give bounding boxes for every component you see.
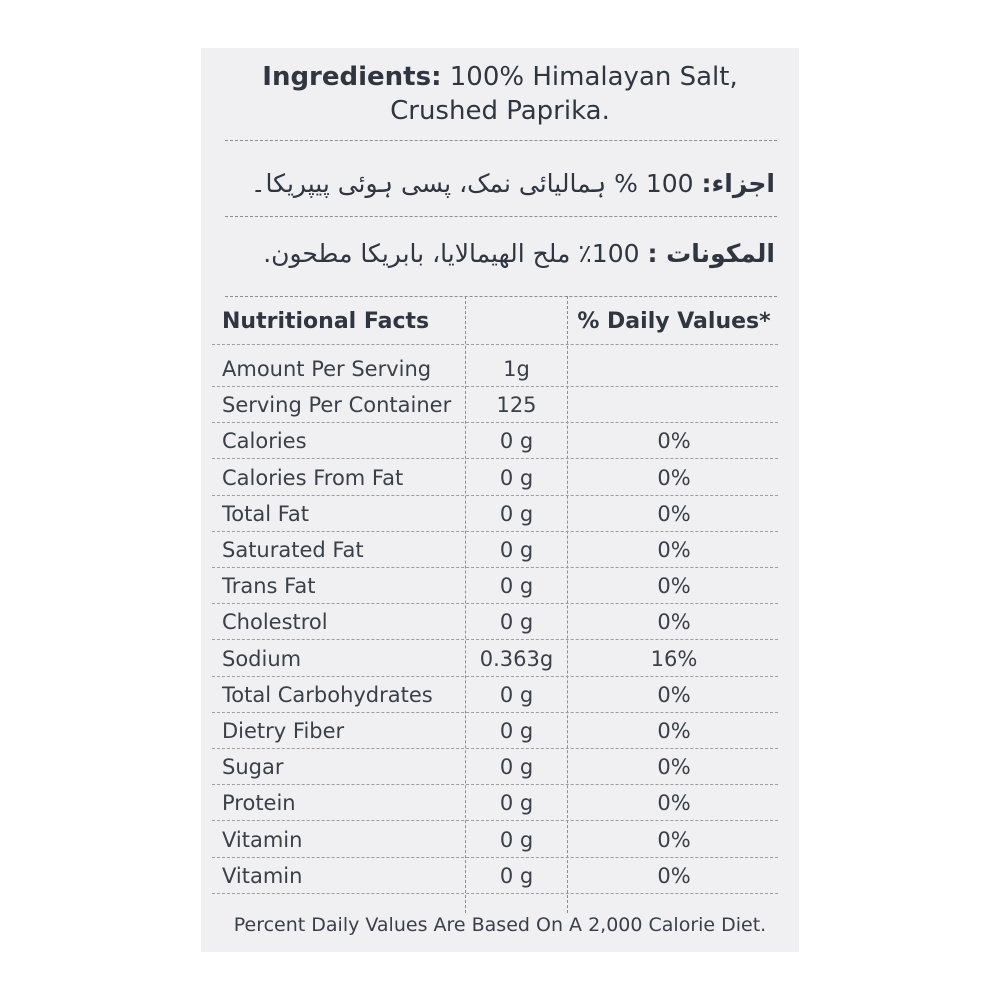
row-divider <box>212 458 778 459</box>
nutrient-amount: 0 g <box>499 574 534 598</box>
row-divider <box>212 820 778 821</box>
nutrient-daily-value: 0% <box>657 574 691 598</box>
nutrient-daily-value: 0% <box>657 429 691 453</box>
header-daily-values: % Daily Values* <box>577 309 771 334</box>
ingredients-english <box>201 60 799 128</box>
nutrient-name: Calories <box>222 429 307 453</box>
footer-note: Percent Daily Values Are Based On A 2,000 Calorie Diet. <box>233 914 767 936</box>
nutrient-name: Trans Fat <box>222 574 316 598</box>
nutrient-daily-value: 0% <box>657 502 691 526</box>
nutrient-amount: 125 <box>496 393 537 417</box>
ingredients-line1: 100% Himalayan Salt, <box>449 62 738 92</box>
nutrition-label <box>201 48 799 952</box>
nutrient-name: Dietry Fiber <box>222 719 345 743</box>
arabic-text: 100٪ ملح الهيمالايا، بابريكا مطحون. <box>263 239 640 268</box>
nutrient-name: Sugar <box>222 755 284 779</box>
ingredients-label: Ingredients: <box>262 62 442 92</box>
nutrient-name: Protein <box>222 791 296 815</box>
nutrient-name: Total Fat <box>222 502 309 526</box>
urdu-label: اجزاء: <box>701 169 775 198</box>
nutrient-daily-value: 0% <box>657 864 691 888</box>
nutrient-amount: 0 g <box>499 502 534 526</box>
header-amount <box>466 298 567 346</box>
nutrient-daily-value: 0% <box>657 828 691 852</box>
row-divider <box>212 639 778 640</box>
nutrient-daily-value: 0% <box>657 466 691 490</box>
divider <box>225 140 777 141</box>
nutrient-amount: 0 g <box>499 828 534 852</box>
nutrient-amount: 0 g <box>499 791 534 815</box>
nutrient-name: Cholestrol <box>222 610 328 634</box>
nutrient-amount: 1g <box>503 357 530 381</box>
nutrient-amount: 0 g <box>499 538 534 562</box>
nutrient-daily-value: 0% <box>657 683 691 707</box>
nutrient-daily-value: 0% <box>657 791 691 815</box>
ingredients-urdu <box>201 166 775 202</box>
urdu-text: 100 % ہمالیائی نمک، پسی ہوئی پیپریکا۔ <box>250 169 694 198</box>
divider <box>225 296 777 297</box>
nutrient-daily-value <box>569 351 779 387</box>
nutrient-amount: 0 g <box>499 466 534 490</box>
nutrient-name: Vitamin <box>222 828 303 852</box>
nutrient-daily-value <box>569 387 779 423</box>
nutrient-name: Saturated Fat <box>222 538 364 562</box>
nutrient-name: Calories From Fat <box>222 466 404 490</box>
nutrient-daily-value: 0% <box>657 538 691 562</box>
arabic-label: المكونات : <box>647 239 775 268</box>
nutrient-daily-value: 0% <box>657 719 691 743</box>
nutrient-amount: 0 g <box>499 610 534 634</box>
divider <box>225 216 777 217</box>
nutrient-name: Amount Per Serving <box>222 357 432 381</box>
nutrient-amount: 0 g <box>499 429 534 453</box>
nutrient-amount: 0 g <box>499 719 534 743</box>
nutrient-name: Total Carbohydrates <box>222 683 433 707</box>
nutrient-daily-value: 0% <box>657 610 691 634</box>
ingredients-arabic <box>201 236 775 272</box>
nutrient-amount: 0 g <box>499 864 534 888</box>
nutrient-name: Serving Per Container <box>222 393 452 417</box>
nutrient-amount: 0.363g <box>479 647 554 671</box>
nutrient-amount: 0 g <box>499 755 534 779</box>
nutrient-daily-value: 0% <box>657 755 691 779</box>
nutrient-amount: 0 g <box>499 683 534 707</box>
nutrient-name: Vitamin <box>222 864 303 888</box>
nutrient-name: Sodium <box>222 647 302 671</box>
row-divider <box>212 893 778 894</box>
nutrient-daily-value: 16% <box>650 647 698 671</box>
ingredients-line2: Crushed Paprika. <box>390 96 610 126</box>
row-divider <box>212 344 778 345</box>
header-nutritional-facts: Nutritional Facts <box>222 309 430 334</box>
